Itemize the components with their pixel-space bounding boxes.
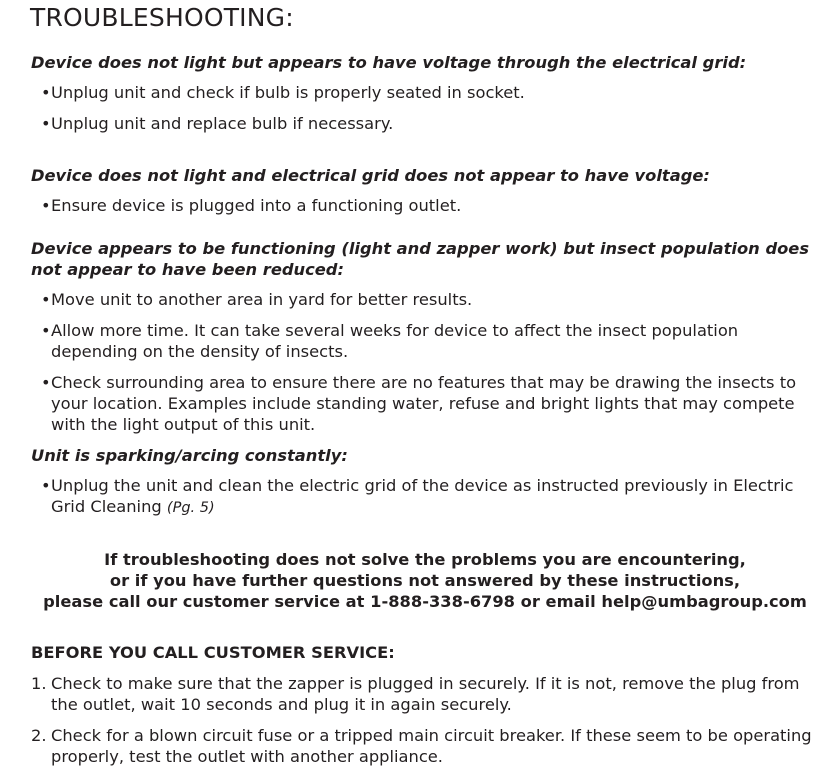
list-item: • Unplug unit and replace bulb if necessary. bbox=[31, 113, 821, 134]
section-heading: Device appears to be functioning (light and zapper work) but insect population does not appear to have been reduced: bbox=[31, 239, 810, 279]
bullet-list bbox=[31, 82, 821, 134]
notice-line: please call our customer service at 1-888-338-6798 or email help@umbagroup.com bbox=[43, 592, 807, 611]
notice-line: or if you have further questions not answered by these instructions, bbox=[109, 571, 741, 590]
page-reference: (Pg. 5) bbox=[166, 500, 215, 516]
section-heading: Unit is sparking/arcing constantly: bbox=[31, 446, 348, 465]
notice-line: If troubleshooting does not solve the problems you are encountering, bbox=[104, 550, 746, 569]
section-no-light-no-voltage bbox=[31, 165, 821, 226]
bullet-list bbox=[31, 475, 821, 519]
list-item: • Unplug unit and check if bulb is properly seated in socket. bbox=[31, 82, 821, 103]
step-item bbox=[31, 673, 821, 715]
section-heading: Device does not light and electrical grid does not appear to have voltage: bbox=[31, 166, 710, 185]
bullet-list bbox=[31, 195, 821, 216]
step-number: 1. bbox=[31, 674, 47, 693]
list-item: • Check surrounding area to ensure there are no features that may be drawing the insects to your location. Examples include standing water, refuse and bright lights that may compete with the light output of this unit. bbox=[31, 372, 821, 435]
section-insects-not-reduced bbox=[31, 238, 821, 445]
list-item-text: Unplug the unit and clean the electric grid of the device as instructed previously in Electric Grid Cleaning bbox=[51, 476, 794, 516]
section-heading: Device does not light but appears to have voltage through the electrical grid: bbox=[31, 53, 747, 72]
customer-service-notice bbox=[0, 549, 835, 612]
list-item: • Ensure device is plugged into a functioning outlet. bbox=[31, 195, 821, 216]
step-item bbox=[31, 725, 821, 767]
step-text: Check to make sure that the zapper is plugged in securely. If it is not, remove the plug from the outlet, wait 10 seconds and plug it in again securely. bbox=[51, 674, 800, 714]
before-call-steps bbox=[31, 673, 821, 777]
section-no-light-with-voltage bbox=[31, 52, 821, 144]
list-item: • Move unit to another area in yard for better results. bbox=[31, 289, 821, 310]
list-item bbox=[31, 475, 821, 519]
list-item: • Allow more time. It can take several weeks for device to affect the insect population depending on the density of insects. bbox=[31, 320, 821, 362]
step-number: 2. bbox=[31, 726, 47, 745]
step-text: Check for a blown circuit fuse or a tripped main circuit breaker. If these seem to be operating properly, test the outlet with another appliance. bbox=[51, 726, 812, 766]
before-call-heading: BEFORE YOU CALL CUSTOMER SERVICE: bbox=[31, 643, 395, 662]
page-title: TROUBLESHOOTING: bbox=[30, 3, 294, 32]
bullet-list bbox=[31, 289, 821, 435]
section-sparking-arcing bbox=[31, 445, 821, 529]
